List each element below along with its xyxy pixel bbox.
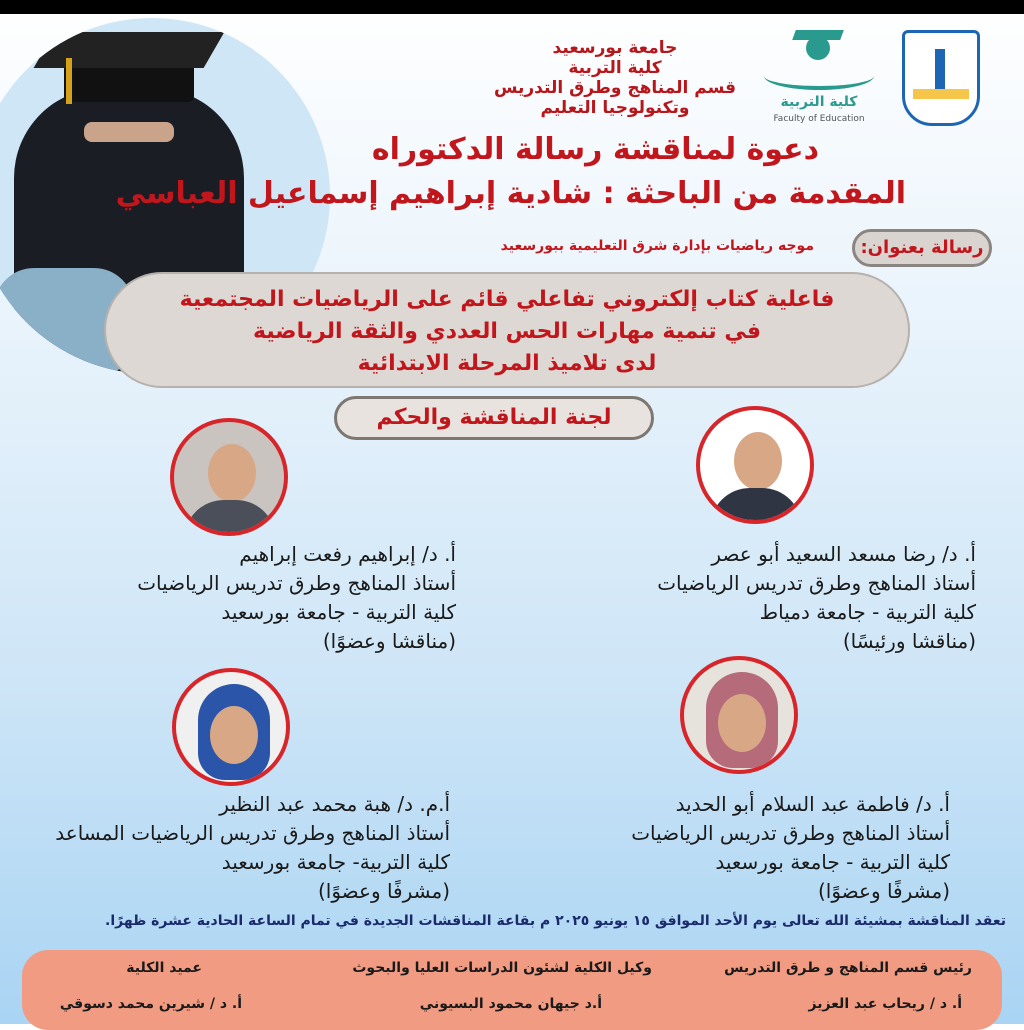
member-name: أ. د/ رضا مسعد السعيد أبو عصر <box>711 542 976 566</box>
member-name: أ.م. د/ هبة محمد عبد النظير <box>219 792 450 816</box>
thesis-line: فاعلية كتاب إلكتروني تفاعلي قائم على الرياضيات المجتمعية <box>179 287 835 312</box>
department-head-title: رئيس قسم المناهج و طرق التدريس <box>724 960 972 976</box>
committee-member <box>16 540 456 656</box>
member-role: (مناقشا وعضوًا) <box>322 629 456 653</box>
thesis-label-badge: رسالة بعنوان: <box>852 229 992 267</box>
member-role: (مشرفًا وعضوًا) <box>817 879 950 903</box>
thesis-line: في تنمية مهارات الحس العددي والثقة الرياضية <box>252 319 761 344</box>
university-logo <box>902 30 980 126</box>
faculty-logo <box>754 28 884 124</box>
researcher-job: موجه رياضيات بإدارة شرق التعليمية ببورسعيد <box>500 238 814 254</box>
member-photo-avatar <box>680 656 798 774</box>
member-affiliation: كلية التربية - جامعة بورسعيد <box>221 600 456 624</box>
member-photo-avatar <box>170 418 288 536</box>
member-name: أ. د/ فاطمة عبد السلام أبو الحديد <box>675 792 950 816</box>
committee-member <box>10 790 450 906</box>
committee-member <box>470 790 950 906</box>
member-name: أ. د/ إبراهيم رفعت إبراهيم <box>239 542 456 566</box>
invitation-title: دعوة لمناقشة رسالة الدكتوراه <box>371 132 819 167</box>
member-title: أستاذ المناهج وطرق تدريس الرياضيات <box>137 571 456 595</box>
vice-dean-name: أ.د جيهان محمود البسيوني <box>419 996 602 1012</box>
member-title: أستاذ المناهج وطرق تدريس الرياضيات <box>631 821 950 845</box>
member-title: أستاذ المناهج وطرق تدريس الرياضيات <box>657 571 976 595</box>
vice-dean-title: وكيل الكلية لشئون الدراسات العليا والبحوث <box>352 960 652 976</box>
department-head-name: أ. د / ريحاب عبد العزيز <box>808 996 962 1012</box>
university-line: كلية التربية <box>568 58 662 78</box>
member-photo-avatar <box>172 668 290 786</box>
member-role: (مناقشا ورئيسًا) <box>842 629 976 653</box>
thesis-title-box <box>104 272 910 388</box>
member-affiliation: كلية التربية- جامعة بورسعيد <box>221 850 450 874</box>
researcher-name: المقدمة من الباحثة : شادية إبراهيم إسماعيل العباسي <box>115 176 906 211</box>
top-bar <box>0 0 1024 14</box>
member-title: أستاذ المناهج وطرق تدريس الرياضيات المساعد <box>55 821 450 845</box>
committee-title: لجنة المناقشة والحكم <box>334 396 654 440</box>
signatures-footer <box>22 950 1002 1030</box>
university-header <box>494 38 736 118</box>
announcement-text: تعقد المناقشة بمشيئة الله تعالى يوم الأحد الموافق ١٥ يونيو ٢٠٢٥ م بقاعة المناقشات الجديدة في تمام الساعة الحادية عشرة ظهرًا. <box>105 913 1006 929</box>
university-line: قسم المناهج وطرق التدريس <box>493 78 736 98</box>
committee-member <box>476 540 976 656</box>
faculty-logo-sub: Faculty of Education <box>773 114 865 124</box>
thesis-line: لدى تلاميذ المرحلة الابتدائية <box>357 351 657 376</box>
dean-name: أ. د / شيرين محمد دسوقي <box>59 996 242 1012</box>
member-role: (مشرفًا وعضوًا) <box>317 879 450 903</box>
member-photo-avatar <box>696 406 814 524</box>
faculty-logo-label: كلية التربية <box>780 94 858 110</box>
university-line: وتكنولوجيا التعليم <box>540 98 690 118</box>
member-affiliation: كلية التربية - جامعة دمياط <box>759 600 976 624</box>
dean-title: عميد الكلية <box>126 960 202 976</box>
member-affiliation: كلية التربية - جامعة بورسعيد <box>715 850 950 874</box>
university-line: جامعة بورسعيد <box>552 38 678 58</box>
